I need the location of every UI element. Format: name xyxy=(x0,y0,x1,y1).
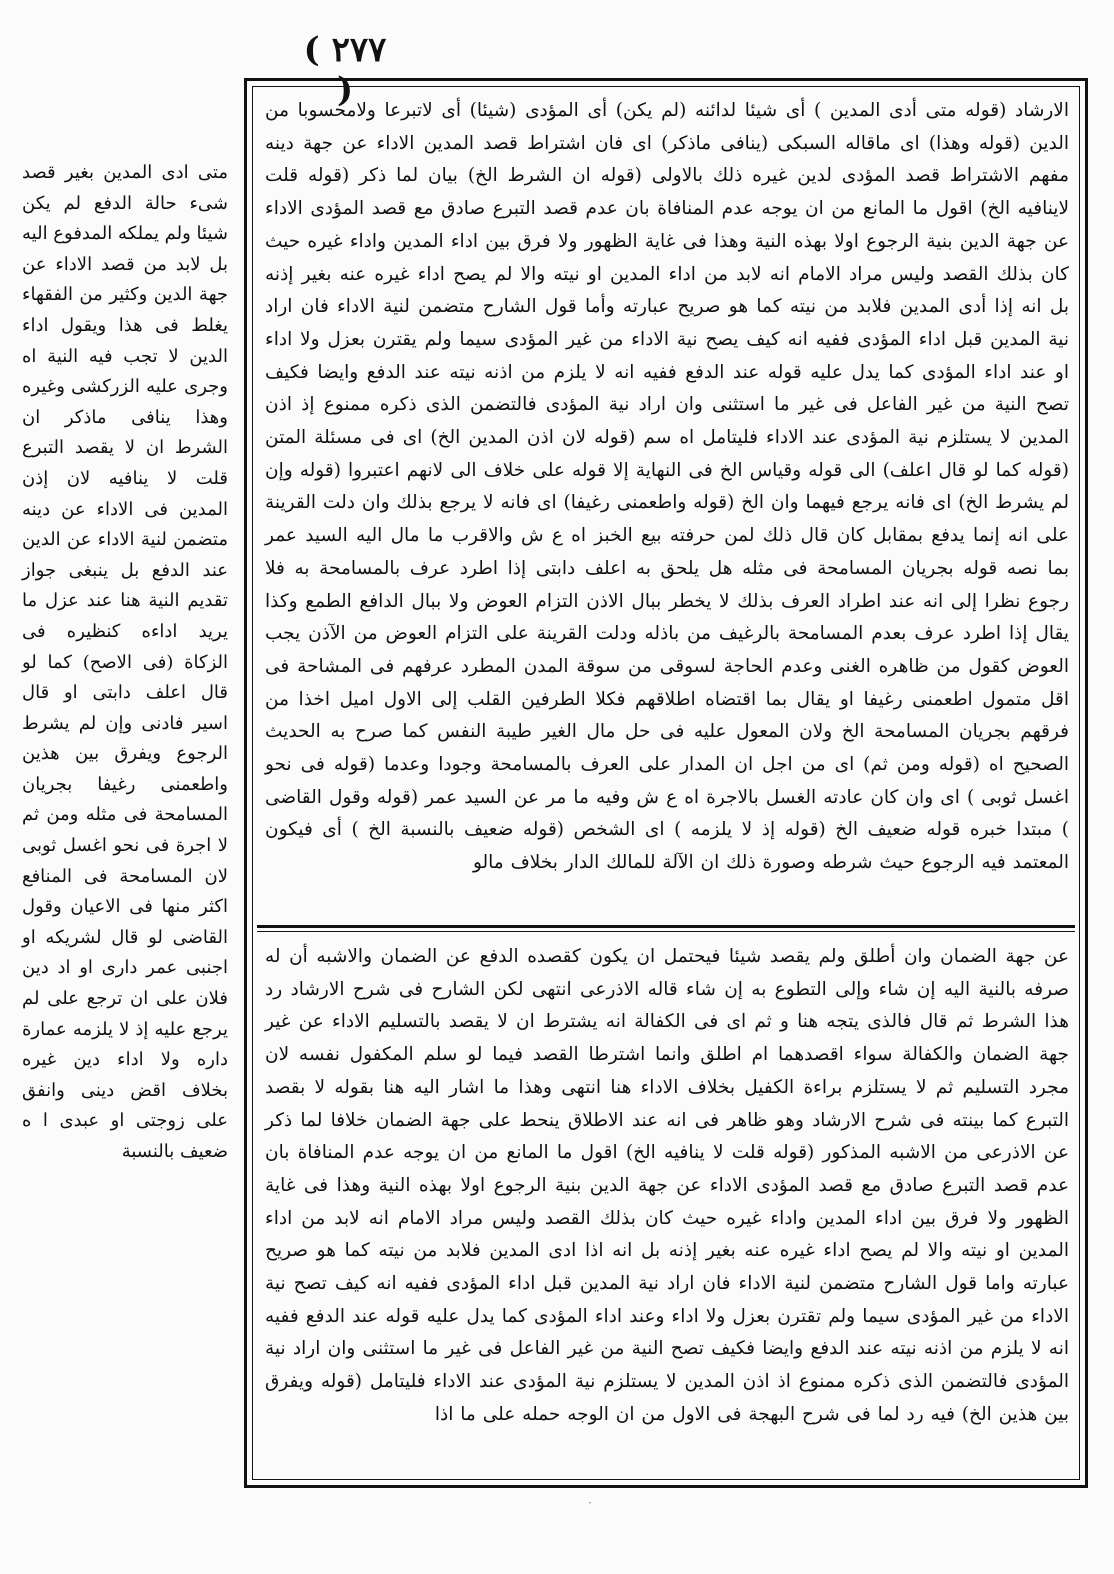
page-number: ( ٢٧٧ ) xyxy=(303,30,387,110)
main-frame xyxy=(244,78,1088,1488)
main-commentary-text: الارشاد (قوله متى أدى المدين ) أى شيئا لدائنه (لم يكن) أى المؤدى (شيئا) أى لاتبرعا ولامحسوبا من الدين (قوله وهذا) اى ماقاله السبكى (ينافى ماذكر) اى فان اشتراط قصد المدين الاداء عن جهة دينه مفهم الاشتراط قصد المؤدى لدين غيره ذلك بالاولى (قوله ان الشرط الخ) بيان لما ذكر (قوله قلت لاينافيه الخ) اقول ما المانع من ان يوجه عدم المنافاة بان عدم قصد التبرع صادق مع قصد المؤدى الاداء عن جهة الدين بنية الرجوع اولا بهذه النية وهذا فى غاية الظهور ولا فرق بين اداء المدين واداء غيره حيث كان بذلك القصد وليس مراد الامام انه لابد من اداء المدين او نيته والا لم يصح اداء غيره عنه بغير إذنه بل انه إذا أدى المدين فلابد من نيته كما هو صريح عبارته وأما قول الشارح متضمن لنية الاداء فان اراد نية المدين قبل اداء المؤدى ففيه انه كيف يصح نية الاداء من غير المؤدى سيما ولم يقترن بعزل ولا اداء او عند اداء المؤدى كما يدل عليه قوله عند الدفع ففيه انه لا يلزم من اذنه نيته عند الدفع وايضا فكيف تصح النية من غير الفاعل فى غير ما استثنى وان اراد نية المؤدى فالتضمن الذى ذكره ممنوع إذ اذن المدين لا يستلزم نية المؤدى عند الاداء فليتامل اه سم (قوله لان اذن المدين الخ) اى فى مسئلة المتن (قوله كما لو قال اعلف) الى قوله وقياس الخ فى النهاية إلا قوله على خلاف الى لانهم اعتبروا (قوله وإن لم يشرط الخ) اى فانه يرجع فيهما وان الخ (قوله واطعمنى رغيفا) اى فانه لا يرجع بذلك وان دلت القرينة على انه إنما يدفع بمقابل كان قال ذلك لمن حرفته بيع الخبز اه ع ش والاقرب ما مال اليه السيد عمر بما نصه قوله بجريان المسامحة فى مثله هل يلحق به اعلف دابتى إذا اطرد عرف بالمسامحة به فلا رجوع نظرا إلى انه عند اطراد العرف بذلك لا يخطر ببال الاذن التزام العوض ولا ببال الدافع الطمع وكذا يقال إذا اطرد عرف بعدم المسامحة بالرغيف من باذله ودلت القرينة على التزام العوض من الآذن يجب العوض كقول من ظاهره الغنى وعدم الحاجة لسوقى من سوقة المدن المطرد عرفهم فى المشاحة فى اقل متمول اطعمنى رغيفا او يقال بما اقتضاه اطلاقهم فكلا الطرفين القلب إلى الاول اميل اخذا من فرقهم بجريان المسامحة الخ ولان المعول عليه فى حل مال الغير طيبة النفس كما صرح به الحديث الصحيح اه (قوله ومن ثم) اى من اجل ان المدار على العرف بالمسامحة وجودا وعدما (قوله فى نحو اغسل ثوبى ) اى وان كان عادته الغسل بالاجرة اه ع ش وفيه ما مر عن السيد عمر (قوله وقول القاضى ) مبتدا خبره قوله ضعيف الخ (قوله إذ لا يلزمه ) اى الشخص (قوله ضعيف بالنسبة الخ ) أى فيكون المعتمد فيه الرجوع حيث شرطه وصورة ذلك ان الآلة للمالك الدار بخلاف مالو xyxy=(265,100,1069,874)
margin-text: متى ادى المدين بغير قصد شىء حالة الدفع لم يكن شيئا ولم يملكه المدفوع اليه بل لابد من قصد الاداء عن جهة الدين وكثير من الفقهاء يغلط فى هذا ويقول اداء الدين لا تجب فيه النية اه وجرى عليه الزركشى وغيره وهذا ينافى ماذكر ان الشرط ان لا يقصد التبرع قلت لا ينافيه لان إذن المدين فى الاداء عن دينه متضمن لنية الاداء عن الدين عند الدفع بل ينبغى جواز تقديم النية هنا عند عزل ما يريد اداءه كنظيره فى الزكاة (فى الاصح) كما لو قال اعلف دابتى او قال اسير فادنى وإن لم يشرط الرجوع ويفرق بين هذين واطعمنى رغيفا بجريان المسامحة فى مثله ومن ثم لا اجرة فى نحو اغسل ثوبى لان المسامحة فى المنافع اكثر منها فى الاعيان وقول القاضى لو قال لشريكه او اجنبى عمر دارى او اد دين فلان على ان ترجع على لم يرجع عليه إذ لا يلزمه عمارة داره ولا اداء دين غيره بخلاف اقض دينى وانفق على زوجتى او عبدى ا ه ضعيف بالنسبة xyxy=(22,162,228,1162)
footnote-commentary-text: عن جهة الضمان وان أطلق ولم يقصد شيئا فيحتمل ان يكون كقصده الدفع عن الضمان والاشبه أن له صرفه بالنية اليه إن شاء وإلى التطوع به إن شاء قاله الاذرعى انتهى لكن الشارح فى شرح الارشاد رد هذا الشرط ثم قال فالذى يتجه هنا و ثم اى فى الكفالة انه يشترط ان لا يقصد بالتسليم الاداء عن غير جهة الضمان والكفالة سواء اقصدهما ام اطلق وانما اشترطا القصد فيما لو سلم المكفول نفسه لان مجرد التسليم ثم لا يستلزم براءة الكفيل بخلاف الاداء هنا انتهى وهذا ما اشار اليه هنا بقوله لا بقصد التبرع كما بينته فى شرح الارشاد وهو ظاهر فى انه عند الاطلاق ينحط على جهة الضمان خلافا لما ذكر عن الاذرعى من الاشبه المذكور (قوله قلت لا ينافيه الخ) اقول ما المانع من ان يوجه عدم المنافاة بان عدم قصد التبرع صادق مع قصد المؤدى الاداء عن جهة الدين بنية الرجوع اولا بهذه النية وهذا فى غاية الظهور ولا فرق بين اداء المدين واداء غيره حيث كان بذلك القصد وليس مراد الامام انه لابد من اداء المدين او نيته والا لم يصح اداء غيره عنه بغير إذنه بل انه اذا ادى المدين فلابد من نيته كما هو صريح عبارته واما قول الشارح متضمن لنية الاداء فان اراد نية المدين قبل اداء المؤدى ففيه انه كيف تصح نية الاداء من غير المؤدى سيما ولم تقترن بعزل ولا اداء وعند اداء المؤدى كما يدل عليه قوله عند الدفع ففيه انه لا يلزم من اذنه نيته عند الدفع وايضا فكيف تصح النية من غير الفاعل فى غير ما استثنى وان اراد نية المؤدى فالتضمن الذى ذكره ممنوع اذ اذن المدين لا يستلزم نية المؤدى عند الاداء فليتامل (قوله ويفرق بين هذين الخ) فيه رد لما فى شرح البهجة فى الاول من ان الوجه حمله على ما اذا xyxy=(265,946,1069,1425)
section-divider xyxy=(257,925,1075,928)
footer-mark: · xyxy=(588,1496,592,1510)
